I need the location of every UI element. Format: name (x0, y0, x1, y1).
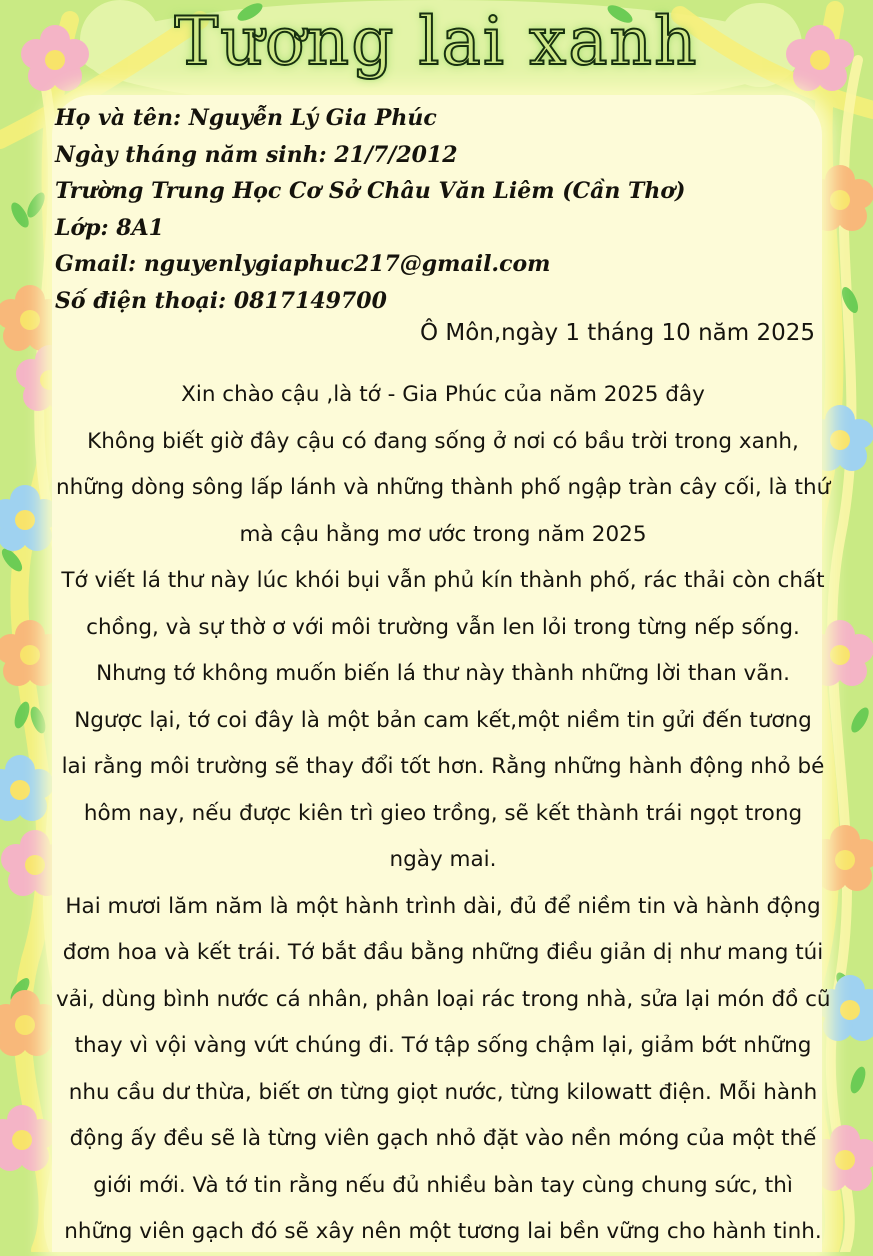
page-title: Tương lai xanh (174, 3, 699, 80)
letter-body (56, 372, 830, 1256)
flower-icon (0, 1105, 56, 1171)
letter-line: Tớ viết lá thư này lúc khói bụi vẫn phủ kín thành phố, rác thải còn chất (61, 568, 825, 593)
letter-line: giới mới. Và tớ tin rằng nếu đủ nhiều bàn tay cùng chung sức, thì (93, 1172, 793, 1198)
personal-info (55, 100, 835, 319)
letter-line: Hai mươi lăm năm là một hành trình dài, đủ để niềm tin và hành động (65, 893, 821, 919)
info-phone: Số điện thoại: 0817149700 (55, 287, 387, 314)
letter-line: mà cậu hằng mơ ước trong năm 2025 (239, 521, 647, 547)
letter-line: những viên gạch đó sẽ xây nên một tương lai bền vững cho hành tinh. (64, 1219, 822, 1244)
letter-line: đơm hoa và kết trái. Tớ bắt đầu bằng những điều giản dị như mang túi (62, 940, 824, 965)
letter-line: những dòng sông lấp lánh và những thành phố ngập tràn cây cối, là thứ (56, 475, 831, 500)
letter-line: chồng, và sự thờ ơ với môi trường vẫn len lỏi trong từng nếp sống. (86, 614, 800, 640)
info-email: Gmail: nguyenlygiaphuc217@gmail.com (55, 251, 551, 277)
info-dob: Ngày tháng năm sinh: 21/7/2012 (55, 141, 458, 168)
letter-line: Nhưng tớ không muốn biến lá thư này thành những lời than vãn. (96, 661, 790, 686)
letter-line: động ấy đều sẽ là từng viên gạch nhỏ đặt vào nền móng của một thế (69, 1126, 817, 1151)
letter-line: thay vì vội vàng vứt chúng đi. Tớ tập sống chậm lại, giảm bớt những (74, 1033, 812, 1058)
info-school: Trường Trung Học Cơ Sở Châu Văn Liêm (Cần Thơ) (55, 178, 686, 204)
info-class: Lớp: 8A1 (55, 214, 164, 241)
letter-line: Ngược lại, tớ coi đây là một bản cam kết,một niềm tin gửi đến tương (74, 707, 812, 733)
letter-line: nhu cầu dư thừa, biết ơn từng giọt nước, từng kilowatt điện. Mỗi hành (68, 1079, 818, 1105)
letter-line: Xin chào cậu ,là tớ - Gia Phúc của năm 2025 đây (181, 382, 705, 407)
letter-line: Không biết giờ đây cậu có đang sống ở nơi có bầu trời trong xanh, (87, 428, 799, 454)
date-line: Ô Môn,ngày 1 tháng 10 năm 2025 (419, 320, 815, 346)
letter-line: vải, dùng bình nước cá nhân, phân loại rác trong nhà, sửa lại món đồ cũ (56, 986, 831, 1012)
flower-icon (0, 990, 59, 1056)
info-name: Họ và tên: Nguyễn Lý Gia Phúc (55, 105, 437, 131)
letter-line: lai rằng môi trường sẽ thay đổi tốt hơn. Rằng những hành động nhỏ bé (61, 754, 825, 779)
letter-line: ngày mai. (389, 847, 497, 872)
letter-line: hôm nay, nếu được kiên trì gieo trồng, sẽ kết thành trái ngọt trong (83, 800, 803, 826)
